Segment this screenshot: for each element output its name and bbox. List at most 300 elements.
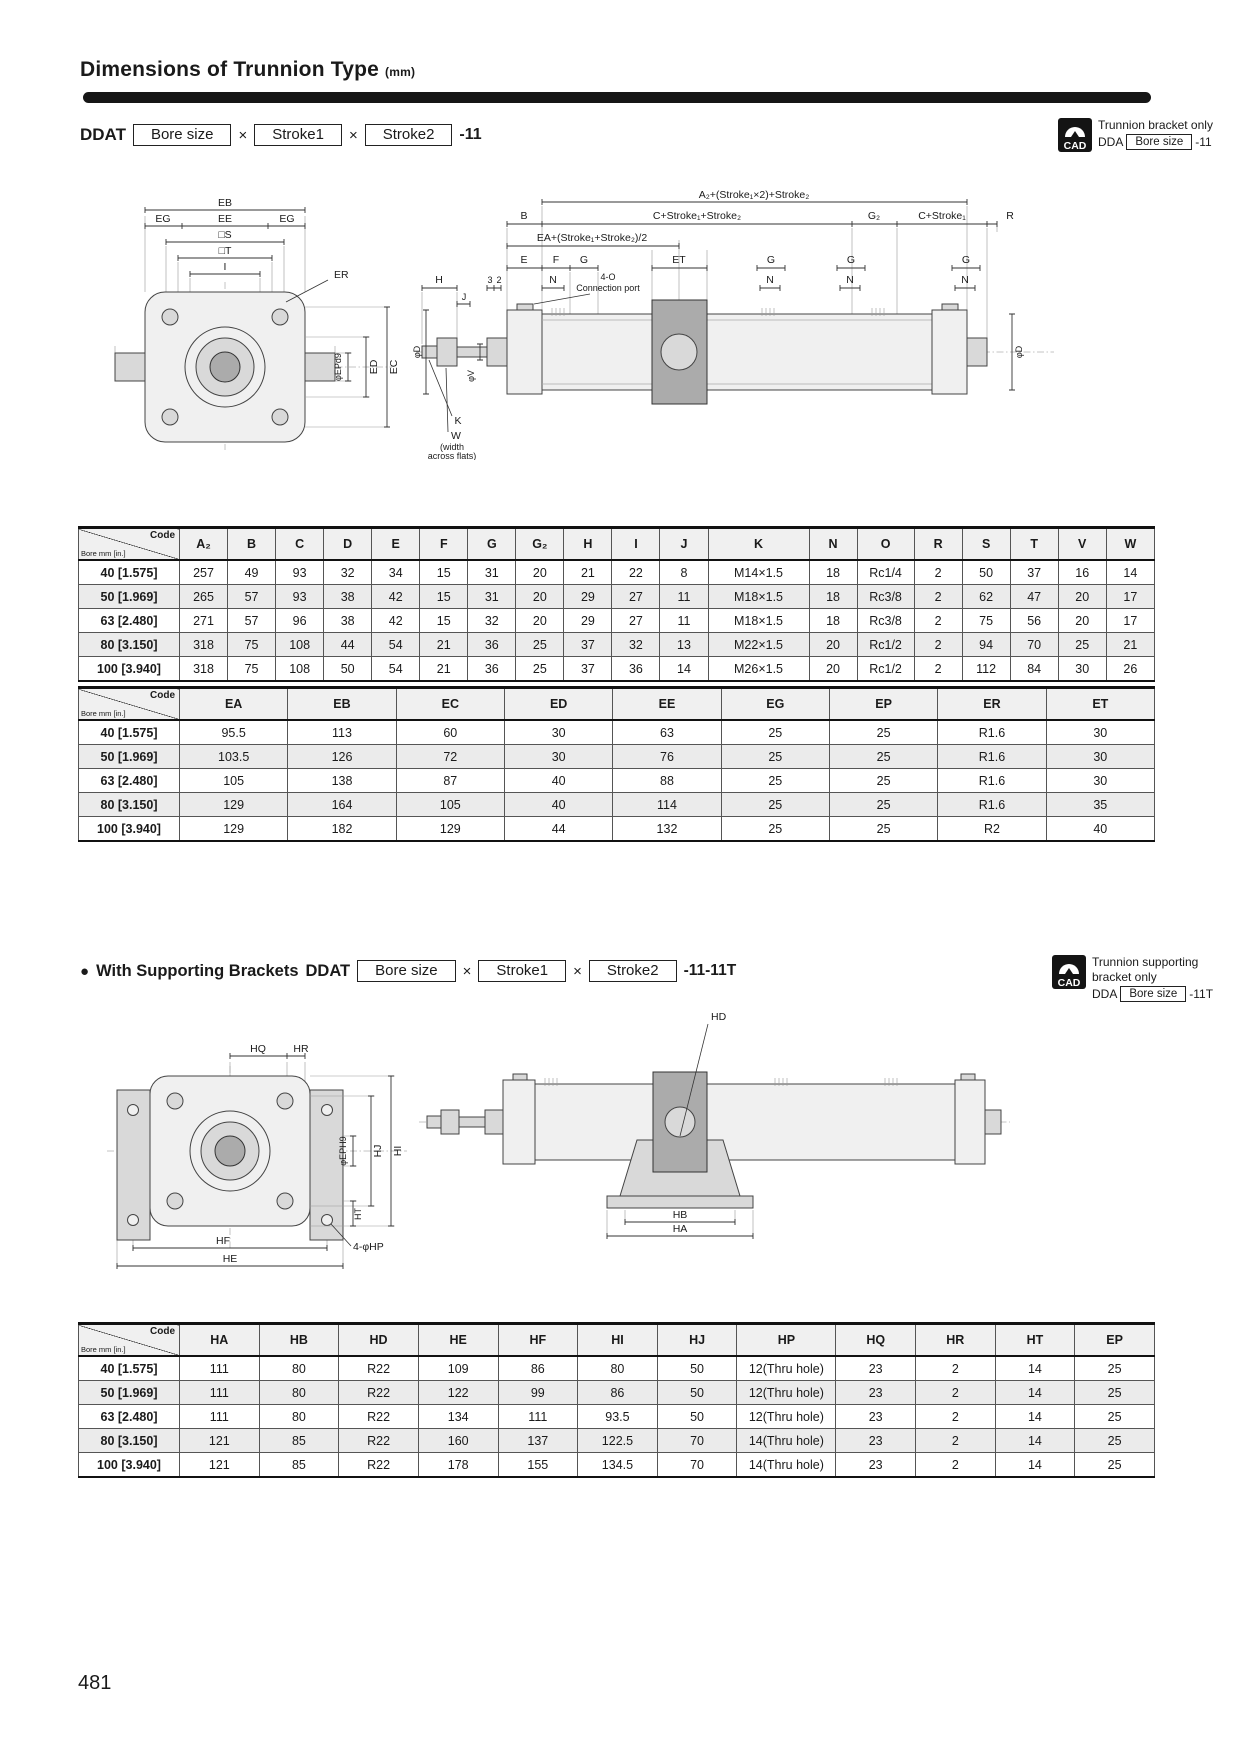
dimension-value-cell: 44 [324,633,372,657]
cylinder-tube [542,314,967,390]
dimension-value-cell: 108 [276,657,324,682]
column-header: HT [995,1324,1075,1357]
stroke2-box: Stroke2 [589,960,677,982]
dimension-value-cell: 21 [1106,633,1154,657]
dimension-value-cell: 2 [914,560,962,585]
dimension-value-cell: 99 [498,1381,578,1405]
dimension-value-cell: 94 [962,633,1010,657]
dimension-value-cell: 75 [228,657,276,682]
bolt-hole [277,1193,293,1209]
dimension-value-cell: 21 [564,560,612,585]
dimension-value-cell: M26×1.5 [708,657,809,682]
bolt-hole [277,1093,293,1109]
column-header: EA [180,688,288,721]
dimension-value-cell: 138 [288,769,396,793]
dim-label: 4-φHP [353,1241,384,1253]
head-cover [503,1080,535,1164]
bore-size-cell: 80 [3.150] [79,1429,180,1453]
bore-size-box: Bore size [133,124,232,146]
trunnion-dimension-table [78,526,1155,682]
bolt-hole [162,409,178,425]
dim-label: φEPH9 [338,1136,348,1166]
dimension-value-cell: 114 [613,793,721,817]
column-header: H [564,528,612,561]
bore-size-cell: 80 [3.150] [79,793,180,817]
column-header: ED [504,688,612,721]
dimension-value-cell: 80 [578,1356,658,1381]
stroke1-box: Stroke1 [478,960,566,982]
bolt-hole [272,409,288,425]
trunnion-front-view-drawing [90,196,400,454]
table-row [79,1356,1155,1381]
dimension-value-cell: 2 [914,657,962,682]
dimension-value-cell: 17 [1106,585,1154,609]
column-header: HD [339,1324,419,1357]
dimension-value-cell: 44 [504,817,612,842]
dimension-value-cell: R2 [938,817,1046,842]
dimension-value-cell: 271 [180,609,228,633]
bolt-hole [272,309,288,325]
dimension-value-cell: 134 [418,1405,498,1429]
dimension-value-cell: 75 [962,609,1010,633]
corner-code-label: Code [150,530,175,541]
port-callout: Connection port [576,283,640,293]
dimension-value-cell: 25 [721,793,829,817]
table-row [79,1381,1155,1405]
table-corner-cell [79,688,180,721]
bracket-hole [128,1215,139,1226]
bore-size-cell: 80 [3.150] [79,633,180,657]
piston-rod [457,347,487,357]
dim-label: H [435,274,443,286]
dimension-value-cell: 75 [228,633,276,657]
corner-code-label: Code [150,690,175,701]
cad-icon-label: CAD [1057,977,1081,989]
page-number: 481 [78,1672,112,1694]
dimension-value-cell: 2 [916,1356,996,1381]
dimension-value-cell: 80 [259,1405,339,1429]
cad-icon [1058,118,1092,152]
dimension-value-cell: 20 [1058,585,1106,609]
stroke2-box: Stroke2 [365,124,453,146]
dim-label: ET [672,254,686,266]
dimension-value-cell: 318 [180,657,228,682]
dim-label: R [1006,210,1014,222]
dimension-value-cell: 103.5 [180,745,288,769]
rod-thread-tip [427,1116,441,1128]
dimension-value-cell: 22 [612,560,660,585]
dim-label: φEPd9 [333,353,343,381]
cad-note-line1: Trunnion bracket only [1098,118,1213,132]
dimension-value-cell: 265 [180,585,228,609]
dimension-value-cell: R1.6 [938,745,1046,769]
column-header: EG [721,688,829,721]
trunnion-pin-circle [665,1107,695,1137]
dimension-value-cell: 37 [564,633,612,657]
dimension-value-cell: 36 [468,657,516,682]
column-header: HQ [836,1324,916,1357]
dimension-value-cell: 137 [498,1429,578,1453]
dimension-value-cell: 86 [578,1381,658,1405]
bolt-hole [167,1193,183,1209]
dimension-value-cell: Rc3/8 [857,585,914,609]
dimension-value-cell: 21 [420,657,468,682]
column-header: HF [498,1324,578,1357]
dim-label: HA [672,1223,688,1235]
piston-rod [459,1117,485,1127]
rod-circle [215,1136,245,1166]
dimension-value-cell: 257 [180,560,228,585]
header-row [79,688,1155,721]
dimension-value-cell: 2 [914,585,962,609]
column-header: S [962,528,1010,561]
dimension-value-cell: 50 [962,560,1010,585]
dim-label: ED [368,359,380,375]
trunnion-pin-right [305,353,335,381]
dimension-value-cell: 25 [829,793,937,817]
dimension-value-cell: 38 [324,585,372,609]
dimension-table-3-wrap [78,1322,1155,1478]
column-header: ET [1046,688,1154,721]
bore-size-cell: 100 [3.940] [79,817,180,842]
dimension-table-1-wrap [78,526,1155,682]
cad-note-model: DDA [1092,986,1118,1001]
table-row [79,817,1155,842]
dim-label: HE [222,1253,238,1265]
dimension-value-cell: 105 [180,769,288,793]
model-code: DDAT [80,125,126,144]
dim-label: N [766,274,774,286]
bore-size-cell: 50 [1.969] [79,1381,180,1405]
dim-label: E [520,254,528,266]
dimension-value-cell: 36 [468,633,516,657]
dimension-value-cell: 30 [1046,769,1154,793]
dimension-value-cell: 25 [1075,1453,1155,1478]
dim-label: G [579,254,589,266]
dimension-value-cell: 87 [396,769,504,793]
dim-note: (width [439,442,465,452]
dimension-value-cell: 129 [180,817,288,842]
column-header: R [914,528,962,561]
table-row [79,609,1155,633]
dim-label: G [846,254,856,266]
dimension-value-cell: 109 [418,1356,498,1381]
dimension-value-cell: 38 [324,609,372,633]
dimension-value-cell: 121 [180,1453,260,1478]
bolt-hole [162,309,178,325]
dim-label: EG [155,213,171,225]
bracket-front-view-drawing [95,1038,425,1276]
dim-label: HD [711,1011,727,1023]
cad-note-bore-box: Bore size [1126,134,1192,150]
dimension-value-cell: 113 [288,720,396,745]
dimension-value-cell: 84 [1010,657,1058,682]
dimension-value-cell: 23 [836,1381,916,1405]
dimension-value-cell: 25 [721,817,829,842]
header-row [79,1324,1155,1357]
dimension-value-cell: 60 [396,720,504,745]
dimension-value-cell: 11 [660,609,708,633]
dim-label: ER [334,269,349,281]
dimension-value-cell: 36 [612,657,660,682]
dimension-value-cell: 155 [498,1453,578,1478]
dimension-value-cell: 70 [657,1453,737,1478]
dim-note: across flats) [427,451,477,460]
dimension-value-cell: M18×1.5 [708,585,809,609]
column-header: ER [938,688,1046,721]
dimension-value-cell: 105 [396,793,504,817]
dimension-value-cell: 35 [1046,793,1154,817]
dimension-value-cell: Rc3/8 [857,609,914,633]
dimension-value-cell: 17 [1106,609,1154,633]
pedestal-base [607,1196,753,1208]
dimension-value-cell: 14(Thru hole) [737,1429,836,1453]
dimension-value-cell: 42 [372,585,420,609]
column-header: HB [259,1324,339,1357]
dimension-value-cell: R22 [339,1356,419,1381]
column-header: B [228,528,276,561]
cad-note-1 [1058,118,1228,152]
dimension-value-cell: 62 [962,585,1010,609]
dimension-value-cell: 14 [995,1405,1075,1429]
dimension-value-cell: 54 [372,657,420,682]
dimension-value-cell: 31 [468,585,516,609]
dim-label: HI [392,1145,404,1157]
dimension-value-cell: 18 [809,585,857,609]
dimension-value-cell: 42 [372,609,420,633]
dimension-value-cell: 111 [498,1405,578,1429]
dimension-value-cell: 182 [288,817,396,842]
column-header: HP [737,1324,836,1357]
table-row [79,560,1155,585]
page-title [80,58,415,82]
dimension-value-cell: 25 [829,720,937,745]
column-header: HA [180,1324,260,1357]
rod-circle [210,352,240,382]
dimension-value-cell: 63 [613,720,721,745]
dimension-value-cell: M22×1.5 [708,633,809,657]
dimension-value-cell: 25 [721,769,829,793]
dimension-value-cell: 49 [228,560,276,585]
dimension-value-cell: 32 [612,633,660,657]
trunnion-side-view-drawing [412,188,1060,460]
dimension-value-cell: 96 [276,609,324,633]
dimension-value-cell: 14 [660,657,708,682]
dimension-value-cell: 54 [372,633,420,657]
dimension-value-cell: 37 [564,657,612,682]
dimension-value-cell: 76 [613,745,721,769]
dimension-value-cell: 50 [657,1381,737,1405]
table-row [79,585,1155,609]
table-row [79,1405,1155,1429]
times-symbol: × [238,126,248,144]
page-title-text: Dimensions of Trunnion Type [80,58,380,81]
dimension-value-cell: 2 [916,1381,996,1405]
dim-label: EA+(Stroke₁+Stroke₂)/2 [536,232,648,244]
dimension-value-cell: 93.5 [578,1405,658,1429]
dimension-value-cell: 2 [916,1429,996,1453]
dimension-value-cell: 129 [180,793,288,817]
dim-label: F [552,254,560,266]
dim-label: □S [218,229,232,241]
cad-note-line1: Trunnion supporting [1092,955,1199,969]
trunnion-pin-circle [661,334,697,370]
bullet-icon: ● [80,962,90,980]
bore-size-cell: 63 [2.480] [79,769,180,793]
bracket-hole [128,1105,139,1116]
cad-note-bore-box: Bore size [1120,986,1186,1002]
column-header: G [468,528,516,561]
column-header: EP [829,688,937,721]
column-header: EE [613,688,721,721]
table-row [79,633,1155,657]
dimension-value-cell: 25 [516,657,564,682]
dimension-value-cell: 111 [180,1381,260,1405]
rod-cover [955,1080,985,1164]
bore-size-box: Bore size [357,960,456,982]
cad-icon [1052,955,1086,989]
dim-label: N [961,274,969,286]
dimension-value-cell: 25 [516,633,564,657]
dim-label: W [451,430,461,442]
column-header: O [857,528,914,561]
bore-size-cell: 50 [1.969] [79,585,180,609]
column-header: K [708,528,809,561]
connection-port-right [942,304,958,310]
dim-label: N [549,274,557,286]
dimension-value-cell: 160 [418,1429,498,1453]
column-header: W [1106,528,1154,561]
times-symbol: × [462,962,472,980]
dimension-value-cell: 18 [809,609,857,633]
dim-label: G [961,254,971,266]
rod-nut [441,1110,459,1134]
dimension-value-cell: 93 [276,585,324,609]
dimension-value-cell: 27 [612,585,660,609]
column-header: D [324,528,372,561]
stroke1-box: Stroke1 [254,124,342,146]
bore-size-cell: 63 [2.480] [79,609,180,633]
dimension-value-cell: 14 [1106,560,1154,585]
dimension-value-cell: 15 [420,585,468,609]
dimension-value-cell: 30 [504,745,612,769]
dimension-value-cell: 25 [1058,633,1106,657]
column-header: EB [288,688,396,721]
dimension-value-cell: 25 [1075,1356,1155,1381]
dimension-table-2-wrap [78,686,1155,842]
dim-label: EC [388,359,400,375]
dimension-value-cell: 12(Thru hole) [737,1405,836,1429]
dim-label: C+Stroke₁+Stroke₂ [652,210,742,222]
dimension-value-cell: 25 [829,769,937,793]
table-row [79,745,1155,769]
dimension-value-cell: 56 [1010,609,1058,633]
dimension-value-cell: 20 [1058,609,1106,633]
dimension-value-cell: 72 [396,745,504,769]
dim-label: N [846,274,854,286]
dimension-value-cell: 70 [657,1429,737,1453]
dimension-value-cell: 95.5 [180,720,288,745]
dimension-value-cell: R1.6 [938,769,1046,793]
rod-gland [485,1110,503,1134]
dim-label: EB [217,197,233,209]
dimension-value-cell: 93 [276,560,324,585]
dimension-value-cell: 30 [1058,657,1106,682]
trunnion-pin-left [115,353,145,381]
rear-boss [967,338,987,366]
model-designation-2 [80,960,736,982]
bore-size-cell: 100 [3.940] [79,657,180,682]
bore-size-cell: 40 [1.575] [79,1356,180,1381]
column-header: HR [916,1324,996,1357]
bracket-hole [322,1105,333,1116]
dimension-value-cell: 57 [228,609,276,633]
model-code: DDAT [305,961,351,980]
dimension-value-cell: 112 [962,657,1010,682]
column-header: HI [578,1324,658,1357]
connection-port-left [517,304,533,310]
table-row [79,657,1155,682]
cylinder-tube [535,1084,955,1160]
dim-label: EG [279,213,295,225]
dimension-value-cell: 85 [259,1429,339,1453]
bracket-side-view-drawing [415,1000,1015,1240]
dimension-value-cell: 27 [612,609,660,633]
column-header: I [612,528,660,561]
dimension-value-cell: 14 [995,1429,1075,1453]
bore-size-cell: 40 [1.575] [79,560,180,585]
corner-bore-label: Bore mm [in.] [81,1344,126,1354]
dimension-value-cell: 31 [468,560,516,585]
column-header: G₂ [516,528,564,561]
dimension-value-cell: Rc1/4 [857,560,914,585]
dimension-value-cell: 164 [288,793,396,817]
dimension-value-cell: 25 [1075,1429,1155,1453]
cad-icon-label: CAD [1063,140,1087,152]
dim-label: HQ [250,1043,266,1055]
dimension-value-cell: R22 [339,1381,419,1405]
dimension-value-cell: 30 [1046,720,1154,745]
dimension-value-cell: Rc1/2 [857,657,914,682]
dimension-value-cell: 20 [809,657,857,682]
dimension-value-cell: 111 [180,1405,260,1429]
table-row [79,1429,1155,1453]
dimension-value-cell: 14(Thru hole) [737,1453,836,1478]
dimension-value-cell: 12(Thru hole) [737,1356,836,1381]
dim-label: J [461,292,467,302]
dimension-value-cell: 15 [420,560,468,585]
dimension-value-cell: 318 [180,633,228,657]
page-title-unit: (mm) [385,65,416,79]
dimension-value-cell: 40 [504,769,612,793]
dimension-value-cell: 25 [829,745,937,769]
dimension-value-cell: 122.5 [578,1429,658,1453]
dimension-value-cell: 2 [916,1405,996,1429]
dimension-value-cell: R1.6 [938,720,1046,745]
dimension-value-cell: 32 [468,609,516,633]
dimension-value-cell: 16 [1058,560,1106,585]
dimension-value-cell: 132 [613,817,721,842]
bracket-dimension-table [78,1322,1155,1478]
times-symbol: × [348,126,358,144]
dimension-value-cell: 111 [180,1356,260,1381]
bracket-hole [322,1215,333,1226]
dimension-value-cell: 70 [1010,633,1058,657]
times-symbol: × [573,962,582,980]
dimension-value-cell: 108 [276,633,324,657]
column-header: C [276,528,324,561]
dim-label: A₂+(Stroke₁×2)+Stroke₂ [698,189,810,201]
